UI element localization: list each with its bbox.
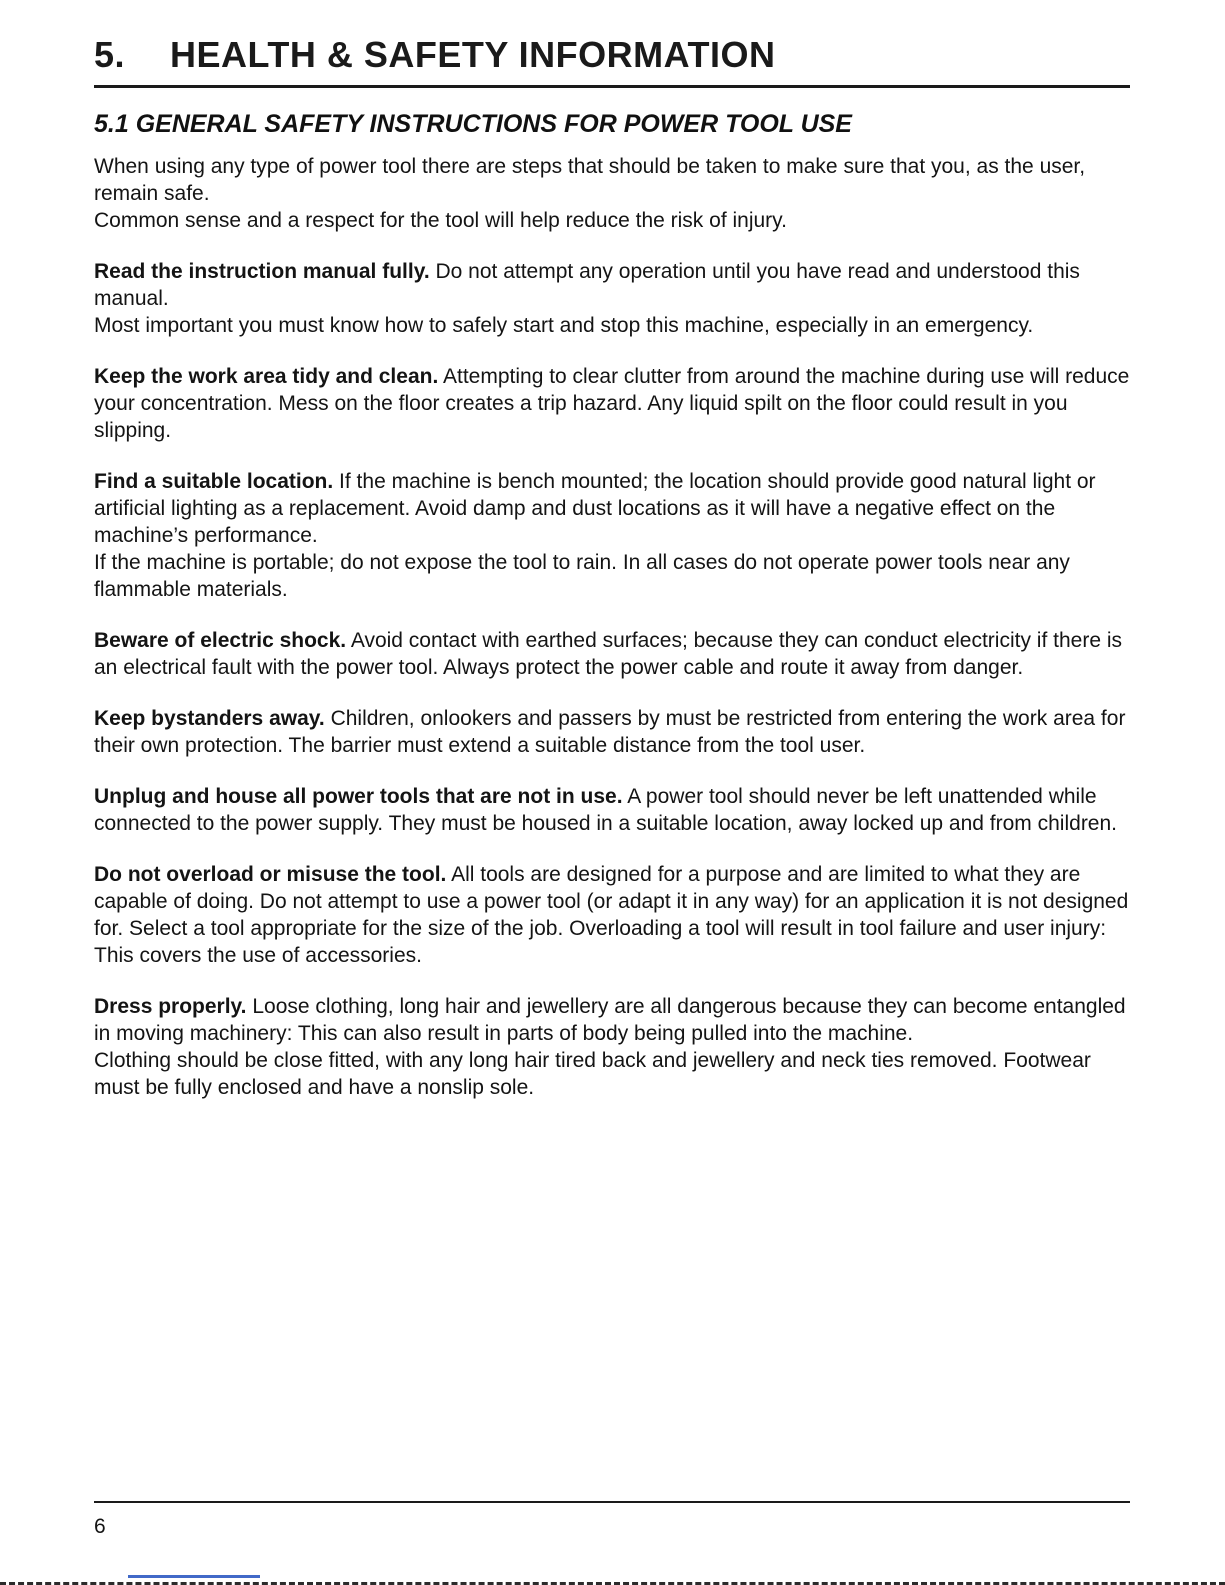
paragraph-work-area — [94, 363, 1130, 444]
paragraph-bystanders — [94, 705, 1130, 759]
paragraph-lead: Beware of electric shock. — [94, 629, 347, 652]
paragraph-intro — [94, 153, 1130, 234]
paragraph-body-line2: Most important you must know how to safely start and stop this machine, especially in an emergency. — [94, 314, 1034, 337]
chapter-number: 5. — [94, 34, 126, 75]
body-text — [94, 153, 1130, 1101]
paragraph-lead: Keep the work area tidy and clean. — [94, 365, 439, 388]
paragraph-lead: Read the instruction manual fully. — [94, 260, 430, 283]
paragraph-body: Loose clothing, long hair and jewellery are all dangerous because they can become entangled in moving machinery: This can also result in parts of body being pulled into the machine. — [94, 995, 1126, 1045]
paragraph-body: Avoid contact with earthed surfaces; because they can conduct electricity if there is an electrical fault with the power tool. Always protect the power cable and route it away from danger. — [94, 629, 1122, 679]
paragraph-lead: Find a suitable location. — [94, 470, 334, 493]
paragraph-body: All tools are designed for a purpose and are limited to what they are capable of doing. Do not attempt to use a power tool (or adapt it in any way) for an application it is not designed for. Select a tool appropriate for the size of the job. Overloading a tool will result in tool failure and user injury: This covers the use of accessories. — [94, 863, 1129, 967]
paragraph-read-manual — [94, 258, 1130, 339]
paragraph-lead: Do not overload or misuse the tool. — [94, 863, 447, 886]
paragraph-body: When using any type of power tool there are steps that should be taken to make sure that you, as the user, remain safe. — [94, 155, 1086, 205]
paragraph-body: If the machine is bench mounted; the location should provide good natural light or artificial lighting as a replacement. Avoid damp and dust locations as it will have a negative effect on the machine’s performance. — [94, 470, 1096, 547]
header-rule — [94, 85, 1130, 88]
paragraph-lead: Unplug and house all power tools that are not in use. — [94, 785, 623, 808]
paragraph-body-line2: If the machine is portable; do not expose the tool to rain. In all cases do not operate power tools near any flammable materials. — [94, 551, 1070, 601]
paragraph-unplug — [94, 783, 1130, 837]
footer-rule — [94, 1501, 1130, 1503]
page-footer — [94, 1501, 1130, 1539]
scan-artifact-blue-line — [128, 1575, 260, 1578]
chapter-heading — [94, 34, 1130, 76]
paragraph-body: Do not attempt any operation until you have read and understood this manual. — [94, 260, 1080, 310]
paragraph-location — [94, 468, 1130, 603]
paragraph-lead: Keep bystanders away. — [94, 707, 325, 730]
paragraph-body-line2: Clothing should be close fitted, with any long hair tired back and jewellery and neck ties removed. Footwear must be fully enclosed and have a nonslip sole. — [94, 1049, 1091, 1099]
paragraph-body: Attempting to clear clutter from around the machine during use will reduce your concentration. Mess on the floor creates a trip hazard. Any liquid spilt on the floor could result in you slipping. — [94, 365, 1130, 442]
paragraph-dress — [94, 993, 1130, 1101]
paragraph-body-line2: Common sense and a respect for the tool will help reduce the risk of injury. — [94, 209, 787, 232]
paragraph-electric-shock — [94, 627, 1130, 681]
paragraph-body: Children, onlookers and passers by must be restricted from entering the work area for their own protection. The barrier must extend a suitable distance from the tool user. — [94, 707, 1126, 757]
paragraph-overload — [94, 861, 1130, 969]
paragraph-body: A power tool should never be left unattended while connected to the power supply. They must be housed in a suitable location, away locked up and from children. — [94, 785, 1118, 835]
paragraph-lead: Dress properly. — [94, 995, 247, 1018]
chapter-title: HEALTH & SAFETY INFORMATION — [170, 34, 776, 75]
page-number: 6 — [94, 1515, 106, 1538]
section-title: 5.1 GENERAL SAFETY INSTRUCTIONS FOR POWER TOOL USE — [94, 110, 852, 138]
